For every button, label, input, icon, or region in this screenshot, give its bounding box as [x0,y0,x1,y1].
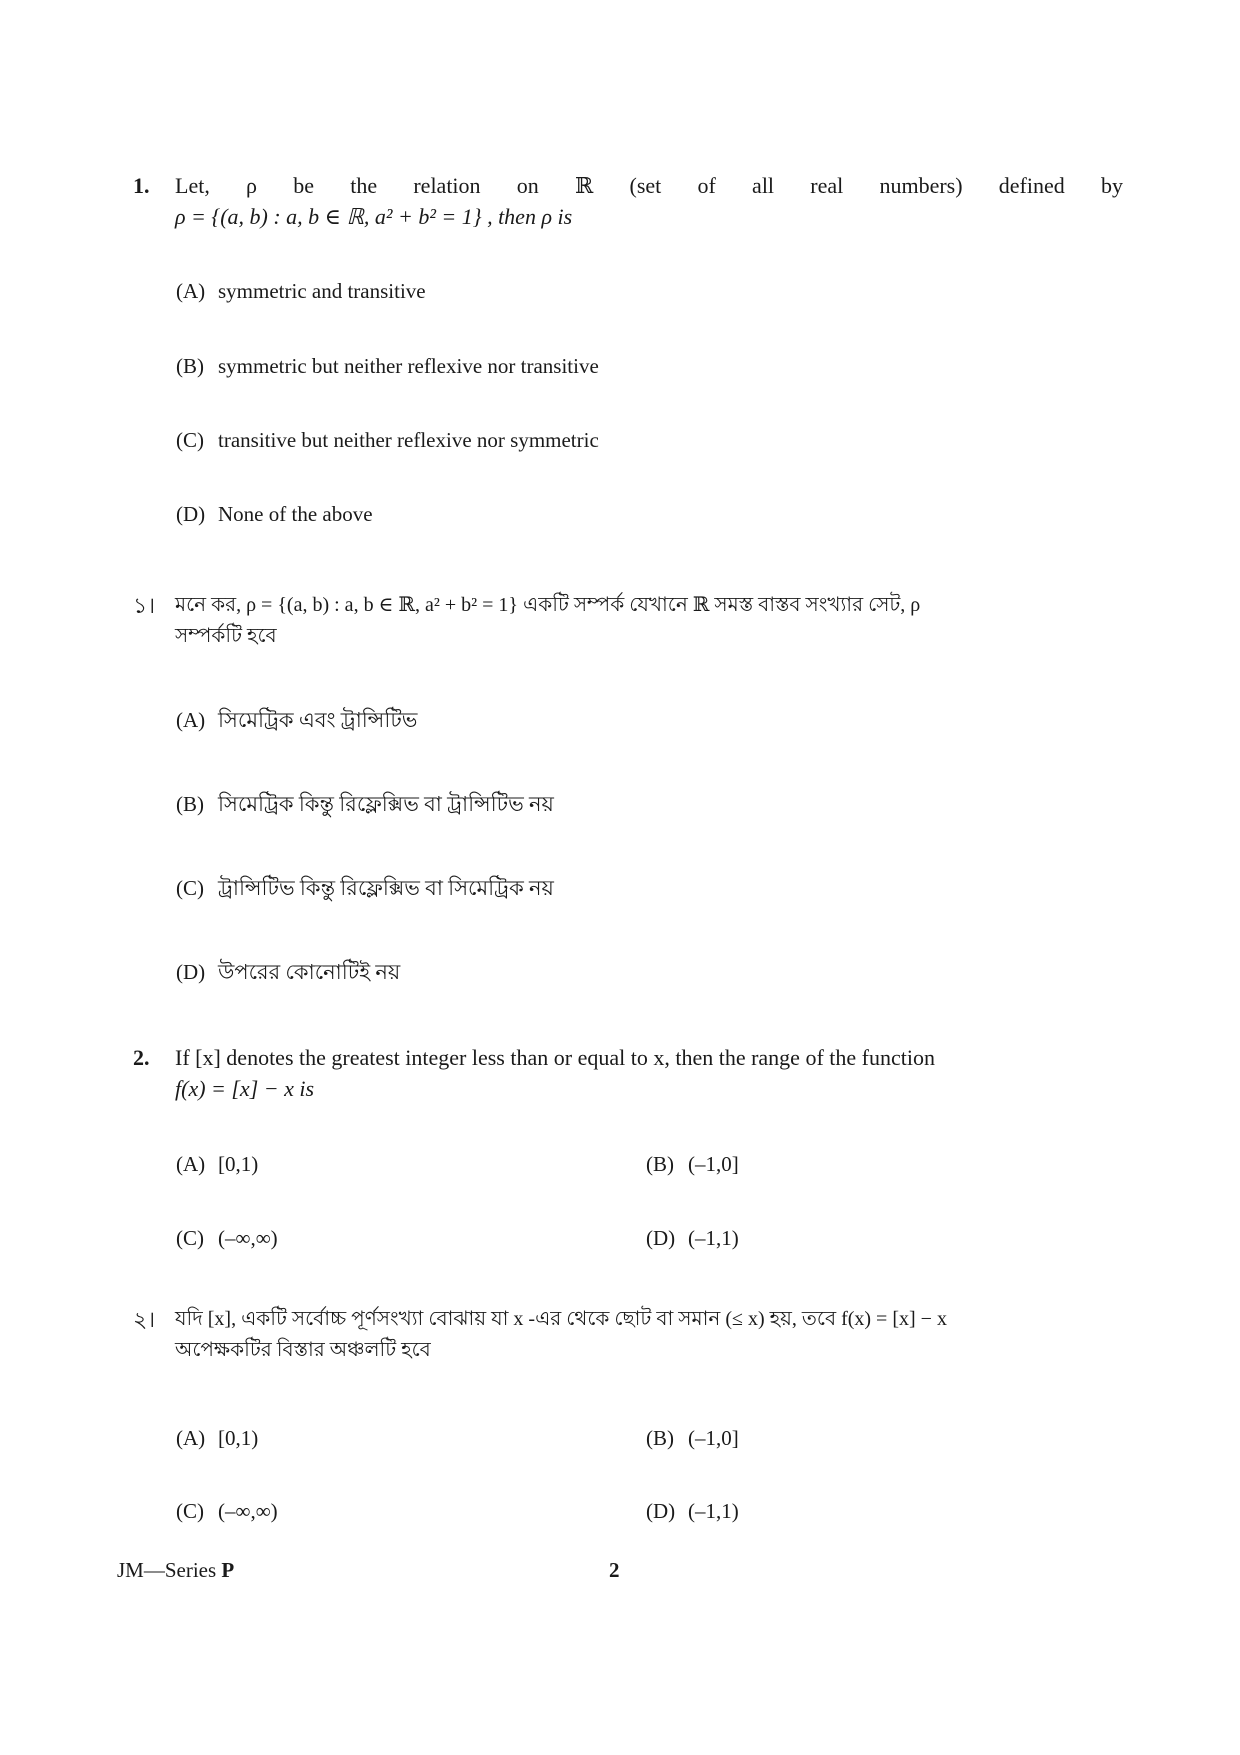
option-text: (–∞,∞) [218,1499,278,1523]
question-text-line-1: মনে কর, ρ = {(a, b) : a, b ∈ ℝ, a² + b² = 1} একটি সম্পর্ক যেখানে ℝ সমস্ত বাস্তব সংখ্যার সেট, ρ [175,594,921,616]
question-2-bengali [133,1304,1123,1366]
option-b [646,1424,739,1452]
question-text-line-1: যদি [x], একটি সর্বোচ্চ পূর্ণসংখ্যা বোঝায় যা x -এর থেকে ছোট বা সমান (≤ x) হয়, তবে f(x) = [x] − x [175,1308,947,1330]
option-text: symmetric and transitive [218,279,426,303]
option-label: (D) [176,502,206,526]
option-b [176,352,599,380]
option-d [646,1224,739,1252]
option-label: (A) [176,279,206,303]
option-label: (B) [176,792,204,816]
option-d [176,958,400,986]
option-text: সিমেট্রিক কিন্তু রিফ্লেক্সিভ বা ট্রান্সিটিভ নয় [218,792,554,816]
option-label: (D) [646,1226,676,1250]
option-c [176,874,554,902]
series-prefix: JM—Series [117,1558,222,1582]
option-text: None of the above [218,502,373,526]
question-number: ২। [133,1307,156,1332]
option-label: (A) [176,708,206,732]
option-text: (–1,0] [688,1426,739,1450]
option-label: (C) [176,1226,204,1250]
option-c [176,1224,278,1252]
option-text: ট্রান্সিটিভ কিন্তু রিফ্লেক্সিভ বা সিমেট্রিক নয় [218,876,554,900]
page-number: 2 [609,1558,620,1582]
question-1 [133,170,1123,232]
option-label: (B) [646,1426,674,1450]
option-a [176,1150,258,1178]
option-label: (C) [176,1499,204,1523]
question-number: ১। [133,593,156,618]
option-text: উপরের কোনোটিই নয় [218,960,401,984]
question-1-bengali [133,590,1123,652]
option-b [646,1150,739,1178]
question-text-line-2: f(x) = [x] − x is [175,1076,315,1101]
question-text-line-1: Let, ρ be the relation on ℝ (set of all real numbers) defined by [175,173,1123,198]
question-text-line-2: ρ = {(a, b) : a, b ∈ ℝ, a² + b² = 1} , then ρ is [175,204,573,229]
question-text-line-1: If [x] denotes the greatest integer less than or equal to x, then the range of the function [175,1045,935,1070]
option-a [176,706,417,734]
option-c [176,426,599,454]
question-2 [133,1042,1123,1104]
option-text: transitive but neither reflexive nor symmetric [218,428,599,452]
footer-series [117,1558,234,1583]
option-text: (–1,1) [688,1499,739,1523]
option-d [646,1497,739,1525]
option-text: symmetric but neither reflexive nor transitive [218,354,599,378]
option-a [176,1424,258,1452]
question-number: 2. [133,1045,150,1070]
option-text: [0,1) [218,1426,259,1450]
option-label: (C) [176,428,204,452]
option-c [176,1497,278,1525]
series-letter: P [221,1558,235,1582]
option-label: (D) [646,1499,676,1523]
option-text: (–∞,∞) [218,1226,278,1250]
option-text: [0,1) [218,1152,259,1176]
question-text-line-2: অপেক্ষকটির বিস্তার অঞ্চলটি হবে [175,1339,431,1361]
option-label: (C) [176,876,204,900]
option-d [176,500,373,528]
option-label: (D) [176,960,206,984]
option-text: সিমেট্রিক এবং ট্রান্সিটিভ [218,708,418,732]
option-label: (A) [176,1426,206,1450]
option-label: (B) [176,354,204,378]
question-text-line-2: সম্পর্কটি হবে [175,625,277,647]
option-a [176,277,426,305]
option-text: (–1,0] [688,1152,739,1176]
option-label: (B) [646,1152,674,1176]
option-text: (–1,1) [688,1226,739,1250]
option-b [176,790,554,818]
question-number: 1. [133,173,150,198]
option-label: (A) [176,1152,206,1176]
